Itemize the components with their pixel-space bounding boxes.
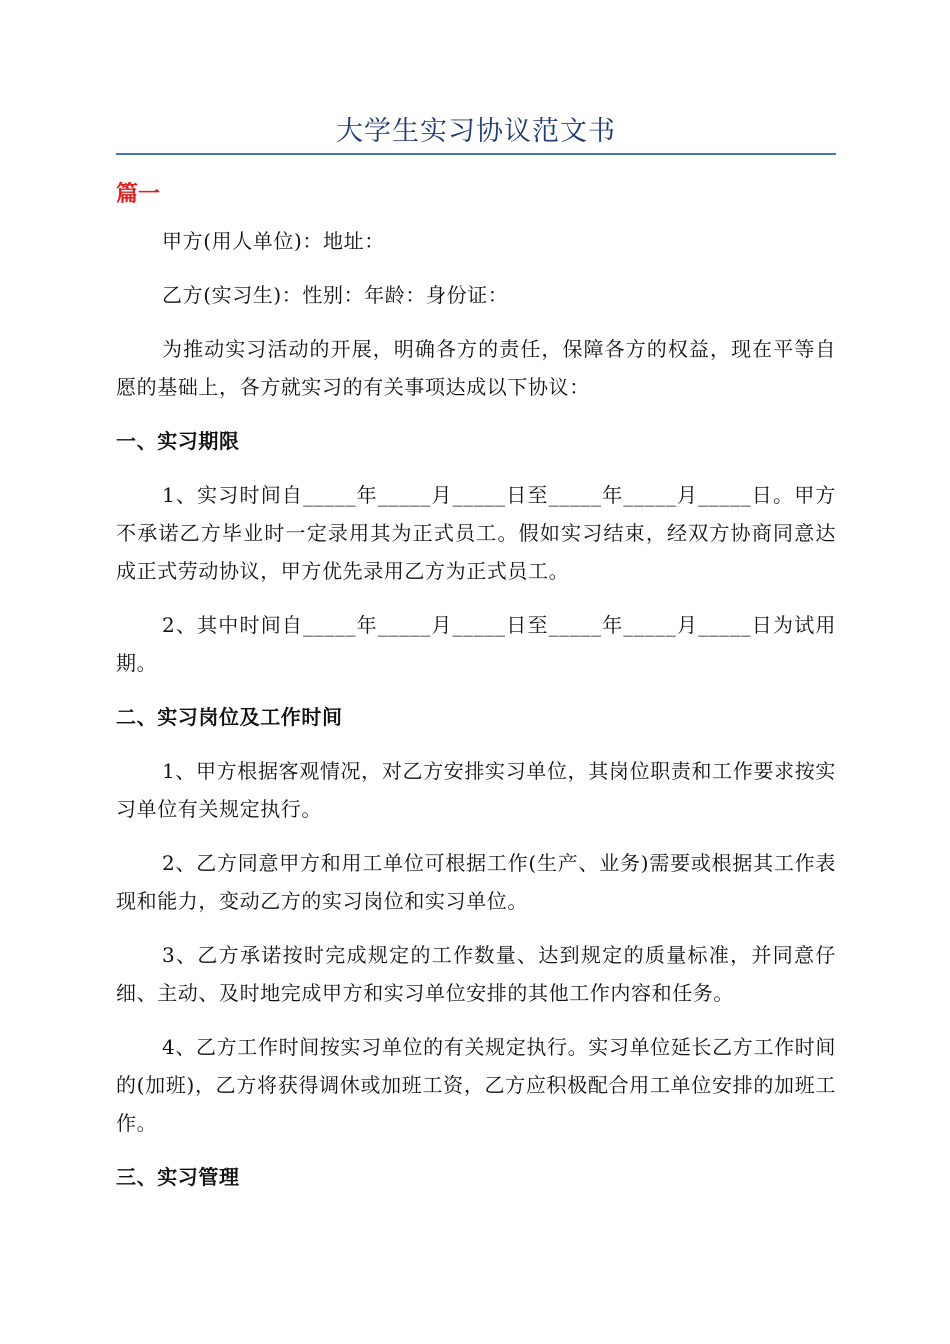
section-label: 篇一 [116, 182, 161, 207]
paragraph-position-3: 3、乙方承诺按时完成规定的工作数量、达到规定的质量标准，并同意仔细、主动、及时地完成甲方和实习单位安排的其他工作内容和任务。 [116, 943, 836, 1005]
document-title: 大学生实习协议范文书 [336, 116, 616, 147]
paragraph-preamble: 为推动实习活动的开展，明确各方的责任，保障各方的权益，现在平等自愿的基础上，各方就实习的有关事项达成以下协议： [116, 337, 836, 399]
paragraph-party-a: 甲方(用人单位)：地址： [162, 229, 385, 253]
document-body [116, 222, 836, 1196]
paragraph-position-1: 1、甲方根据客观情况，对乙方安排实习单位，其岗位职责和工作要求按实习单位有关规定执行。 [116, 759, 836, 821]
paragraph-party-b: 乙方(实习生)：性别：年龄：身份证： [162, 283, 509, 307]
paragraph-position-4: 4、乙方工作时间按实习单位的有关规定执行。实习单位延长乙方工作时间的(加班)，乙方将获得调休或加班工资，乙方应积极配合用工单位安排的加班工作。 [116, 1035, 836, 1135]
paragraph-position-2: 2、乙方同意甲方和用工单位可根据工作(生产、业务)需要或根据其工作表现和能力，变动乙方的实习岗位和实习单位。 [116, 851, 836, 913]
paragraph-period-1: 1、实习时间自_____年_____月_____日至_____年_____月_____日。甲方不承诺乙方毕业时一定录用其为正式员工。假如实习结束，经双方协商同意达成正式劳动协议，甲方优先录用乙方为正式员工。 [116, 483, 836, 583]
paragraph-period-2: 2、其中时间自_____年_____月_____日至_____年_____月_____日为试用期。 [116, 613, 836, 675]
document-page [116, 0, 836, 1344]
heading-internship-period: 一、实习期限 [116, 429, 240, 453]
heading-internship-management: 三、实习管理 [116, 1165, 240, 1189]
heading-position-and-hours: 二、实习岗位及工作时间 [116, 705, 343, 729]
title-underline [116, 153, 836, 155]
